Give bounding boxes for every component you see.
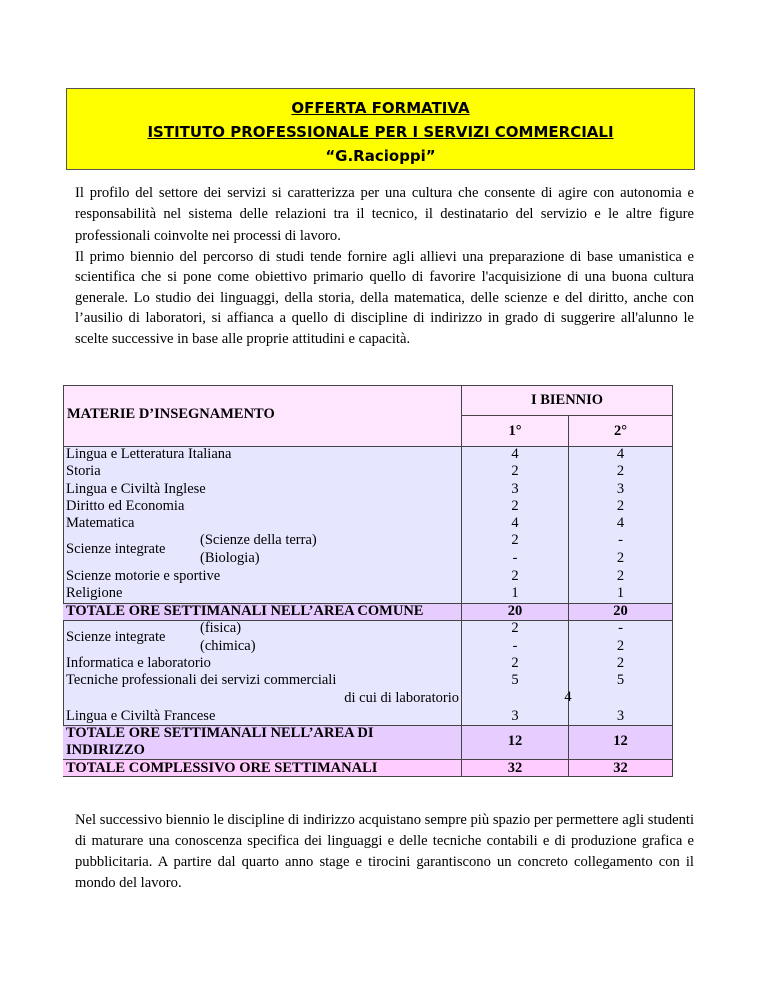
- year-1-value: 2: [511, 655, 519, 671]
- year-2-common-total: 20: [613, 603, 628, 619]
- subject-label: Lingua e Civiltà Inglese: [66, 481, 206, 497]
- outro-text: [75, 810, 694, 894]
- year-1-value: -: [512, 638, 518, 654]
- year-1-value: 4: [511, 515, 519, 531]
- year-2-value: 2: [616, 550, 625, 566]
- grand-total-label: TOTALE COMPLESSIVO ORE SETTIMANALI: [66, 760, 378, 776]
- year-1-value: 2: [511, 532, 519, 548]
- indirizzo-total-label: TOTALE ORE SETTIMANALI NELL’AREA DI: [66, 725, 374, 741]
- title-line-1: OFFERTA FORMATIVA: [291, 99, 470, 117]
- subject-label: Diritto ed Economia: [66, 498, 185, 514]
- subject-label: Lingua e Letteratura Italiana: [66, 446, 232, 462]
- year-1-value: 3: [511, 708, 519, 724]
- subjects-table: [63, 385, 673, 777]
- year-2-value: 4: [616, 515, 625, 531]
- year-2-value: 3: [616, 708, 625, 724]
- year-2-value: -: [618, 532, 623, 548]
- intro-p1-line-2: responsabilità nel sistema delle relazioni tra il tecnico, il destinatario del servizio e le altre figure: [75, 205, 694, 222]
- year-2-indirizzo-total: 12: [613, 733, 628, 749]
- intro-p1-line-1: Il profilo del settore dei servizi si caratterizza per una cultura che consente di agire con autonomia e: [75, 185, 694, 201]
- subject-sublabel: (fisica): [200, 620, 242, 636]
- year-2-header: 2°: [568, 415, 673, 447]
- subject-label: Storia: [66, 463, 101, 479]
- year-2-value: 3: [616, 481, 625, 497]
- subject-sublabel: (Scienze della terra): [200, 532, 317, 548]
- year-1-value: 2: [511, 463, 519, 479]
- title-box: [66, 88, 695, 170]
- year-1-value: 3: [511, 481, 519, 497]
- indirizzo-total-label-2: INDIRIZZO: [66, 742, 145, 758]
- biennio-header: I BIENNIO: [461, 385, 673, 416]
- subjects-header-cell: [63, 385, 462, 447]
- outro-paragraph: Nel successivo biennio le discipline di indirizzo acquistano sempre più spazio per permettere agli studenti di maturare una conoscenza specifica dei linguaggi e delle tecniche contabili e di produzione grafica e pubblicitaria. A partire dal quarto anno stage e tirocini garantiscono un concreto collegamento con il mondo del lavoro.: [75, 812, 694, 891]
- year-1-value: -: [512, 550, 518, 566]
- subject-label: Lingua e Civiltà Francese: [66, 708, 216, 724]
- subjects-header: MATERIE D’INSEGNAMENTO: [67, 406, 275, 422]
- year-1-indirizzo-total: 12: [507, 733, 523, 749]
- subject-label: Tecniche professionali dei servizi commerciali: [66, 672, 337, 688]
- intro-p1-line-3: professionali coinvolte nei processi di lavoro.: [75, 228, 341, 244]
- year-2-value: 2: [616, 568, 625, 584]
- year-1-value: 2: [511, 498, 519, 514]
- year-1-grand-total: 32: [507, 760, 523, 776]
- subject-label: di cui di laboratorio: [344, 690, 459, 706]
- title-line-3: “G.Racioppi”: [325, 147, 436, 165]
- year-2-value: 1: [616, 585, 625, 601]
- subject-label: Religione: [66, 585, 123, 601]
- year-1-header: 1°: [461, 415, 569, 447]
- year-1-value: 4: [511, 446, 519, 462]
- subject-label: Informatica e laboratorio: [66, 655, 211, 671]
- subject-label: Scienze integrate: [66, 541, 166, 557]
- year-1-common-total: 20: [507, 603, 523, 619]
- intro-text: [75, 183, 694, 349]
- year-2-value: 2: [616, 498, 625, 514]
- year-2-value: 4: [616, 446, 625, 462]
- year-2-grand-total: 32: [613, 760, 628, 776]
- common-total-label: TOTALE ORE SETTIMANALI NELL’AREA COMUNE: [66, 603, 424, 619]
- year-1-value: 2: [511, 620, 519, 636]
- year-1-value: 5: [511, 672, 519, 688]
- title-line-2: ISTITUTO PROFESSIONALE PER I SERVIZI COMMERCIALI: [147, 123, 614, 141]
- subject-label: Matematica: [66, 515, 135, 531]
- subject-sublabel: (Biologia): [200, 550, 260, 566]
- year-2-value: -: [618, 620, 623, 636]
- year-2-value: 2: [616, 463, 625, 479]
- subject-label: Scienze motorie e sportive: [66, 568, 221, 584]
- laboratory-hours-value: 4: [564, 689, 572, 705]
- year-2-value: 5: [616, 672, 625, 688]
- intro-paragraph-2: Il primo biennio del percorso di studi tende fornire agli allievi una preparazione di base umanistica e scientifica che si pone come obiettivo primario quello di favorire l'acquisizione di una buona cultura generale. Lo studio dei linguaggi, della storia, della matematica, delle scienze e del diritto, anche con l’ausilio di laboratori, si affianca a quello di discipline di indirizzo in grado di suggerire all'alunno le scelte successive in base alle proprie attitudini e capacità.: [75, 248, 694, 347]
- year-1-value: 2: [511, 568, 519, 584]
- subject-sublabel: (chimica): [200, 638, 256, 654]
- year-2-value: 2: [616, 638, 625, 654]
- intro-paragraph-1: [75, 183, 694, 247]
- year-1-value: 1: [511, 585, 519, 601]
- subject-label: Scienze integrate: [66, 629, 166, 645]
- year-2-value: 2: [616, 655, 625, 671]
